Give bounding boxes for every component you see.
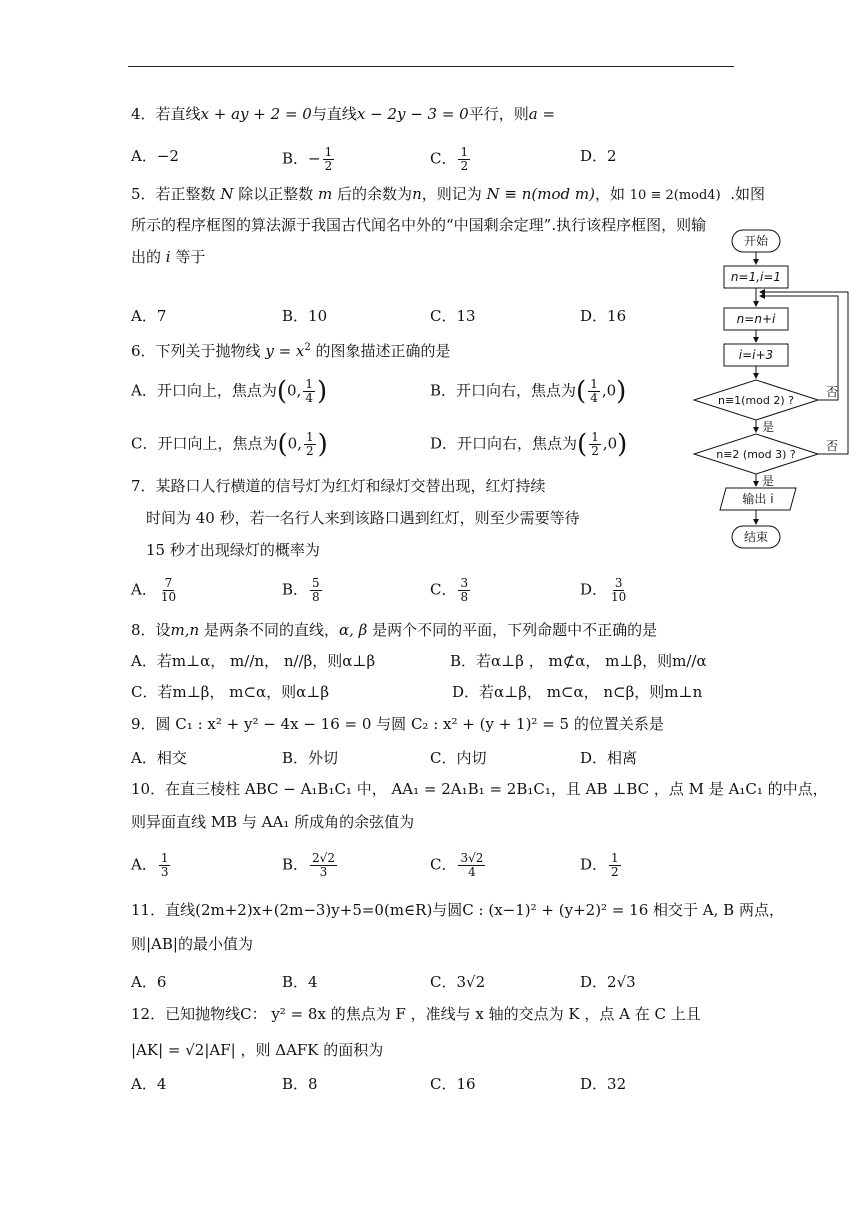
q5-option-c: C．13 xyxy=(430,307,476,325)
question-11-line1: 11．直线(2m+2)x+(2m−3)y+5=0(m∈R)与圆C : (x−1)² + (y+2)² = 16 相交于 A, B 两点， xyxy=(131,901,784,919)
q12-option-c: C．16 xyxy=(430,1075,476,1093)
program-flowchart xyxy=(686,226,858,556)
q4-option-b: B．− $\frac{1}{2}$ xyxy=(282,145,333,173)
q12-option-d: D．32 xyxy=(580,1075,627,1093)
q11-option-a: A．6 xyxy=(131,973,167,991)
question-5-line3: 出的 i 等于 xyxy=(131,248,206,266)
q10-option-d: D． $\frac{1}{2}$ xyxy=(580,851,619,879)
q7-option-d: D． $\frac{3}{10}$ xyxy=(580,576,627,604)
q7-option-b: B． $\frac{5}{8}$ xyxy=(282,576,320,604)
question-12-line1: 12．已知抛物线C： y² = 8x 的焦点为 F ，准线与 x 轴的交点为 K ，点 A 在 C 上且 xyxy=(131,1005,701,1023)
flow-init-label: n=1,i=1 xyxy=(730,270,782,284)
question-7-line3: 15 秒才出现绿灯的概率为 xyxy=(146,541,320,559)
q6-option-a: A．开口向上，焦点为(0, $\frac{1}{4}$ ) xyxy=(131,376,328,407)
q10-option-c: C． $\frac{3√2}{4}$ xyxy=(430,851,484,879)
q12-option-a: A．4 xyxy=(131,1075,167,1093)
flow-cond1-label: n≡1(mod 2) ? xyxy=(717,394,795,407)
question-7-line1: 7．某路口人行横道的信号灯为红灯和绿灯交替出现，红灯持续 xyxy=(131,477,546,495)
question-11-line2: 则|AB|的最小值为 xyxy=(131,935,253,953)
q8-option-b: B．若α⊥β ， m⊄α， m⊥β，则m//α xyxy=(450,652,707,670)
question-10-line2: 则异面直线 MB 与 AA₁ 所成角的余弦值为 xyxy=(131,813,415,831)
flow-cond2-label: n≡2 (mod 3) ? xyxy=(716,448,796,461)
question-10-line1: 10．在直三棱柱 ABC − A₁B₁C₁ 中， AA₁ = 2A₁B₁ = 2B₁C₁，且 AB ⊥BC ，点 M 是 A₁C₁ 的中点， xyxy=(131,780,828,798)
q7-option-c: C． $\frac{3}{8}$ xyxy=(430,576,469,604)
question-12-line2: |AK| = √2|AF| ，则 ΔAFK 的面积为 xyxy=(131,1041,384,1059)
q4-option-a: A．−2 xyxy=(131,147,179,165)
flow-end-label: 结束 xyxy=(743,530,769,544)
flow-no-label-2: 否 xyxy=(826,439,839,453)
q4-option-d: D．2 xyxy=(580,147,617,165)
q9-option-d: D．相离 xyxy=(580,749,638,767)
question-4-stem: 4．若直线x + ay + 2 = 0与直线x − 2y − 3 = 0平行，则a = xyxy=(131,105,556,123)
q6-option-b: B．开口向右，焦点为( $\frac{1}{4}$ ,0) xyxy=(430,376,627,407)
q5-option-d: D．16 xyxy=(580,307,627,325)
q5-option-b: B．10 xyxy=(282,307,328,325)
q9-option-c: C．内切 xyxy=(430,749,487,767)
q9-option-a: A．相交 xyxy=(131,749,187,767)
question-9-stem: 9．圆 C₁ : x² + y² − 4x − 16 = 0 与圆 C₂ : x² + (y + 1)² = 5 的位置关系是 xyxy=(131,715,664,733)
q12-option-b: B．8 xyxy=(282,1075,318,1093)
q8-option-a: A．若m⊥α， m//n， n//β，则α⊥β xyxy=(131,652,376,670)
q6-option-d: D．开口向右，焦点为( $\frac{1}{2}$ ,0) xyxy=(430,429,628,460)
q10-option-a: A． $\frac{1}{3}$ xyxy=(131,851,169,879)
q9-option-b: B．外切 xyxy=(282,749,339,767)
flow-no-label-1: 否 xyxy=(826,385,839,399)
question-5-line2: 所示的程序框图的算法源于我国古代闻名中外的“中国剩余定理”.执行该程序框图，则输 xyxy=(131,216,707,234)
q8-option-d: D．若α⊥β， m⊂α， n⊂β，则m⊥n xyxy=(452,683,703,701)
question-8-stem: 8．设m,n 是两条不同的直线，α, β 是两个不同的平面，下列命题中不正确的是 xyxy=(131,621,658,639)
q7-option-a: A． $\frac{7}{10}$ xyxy=(131,576,177,604)
q11-option-c: C．3√2 xyxy=(430,973,486,991)
q6-option-c: C．开口向上，焦点为(0, $\frac{1}{2}$ ) xyxy=(131,429,328,460)
q4-option-c: C． $\frac{1}{2}$ xyxy=(430,145,469,173)
header-rule xyxy=(128,66,734,67)
flow-output-label: 输出 i xyxy=(742,492,774,506)
q10-option-b: B． $\frac{2√2}{3}$ xyxy=(282,851,335,879)
question-7-line2: 时间为 40 秒，若一名行人来到该路口遇到红灯，则至少需要等待 xyxy=(146,509,580,527)
q8-option-c: C．若m⊥β， m⊂α，则α⊥β xyxy=(131,683,330,701)
flow-yes-label-2: 是 xyxy=(762,474,775,488)
flow-step1-label: n=n+i xyxy=(736,312,776,326)
q5-option-a: A．7 xyxy=(131,307,167,325)
q11-option-d: D．2√3 xyxy=(580,973,636,991)
question-6-stem: 6．下列关于抛物线 $y = x^2$ 的图象描述正确的是 xyxy=(131,342,451,360)
flow-start-label: 开始 xyxy=(743,234,769,248)
flow-yes-label-1: 是 xyxy=(762,420,775,434)
q11-option-b: B．4 xyxy=(282,973,318,991)
flow-step2-label: i=i+3 xyxy=(738,348,774,362)
question-5-line1: 5．若正整数 N 除以正整数 m 后的余数为n，则记为 N ≡ n(mod m)，如 10 ≡ 2(mod4) .如图 xyxy=(131,185,765,203)
